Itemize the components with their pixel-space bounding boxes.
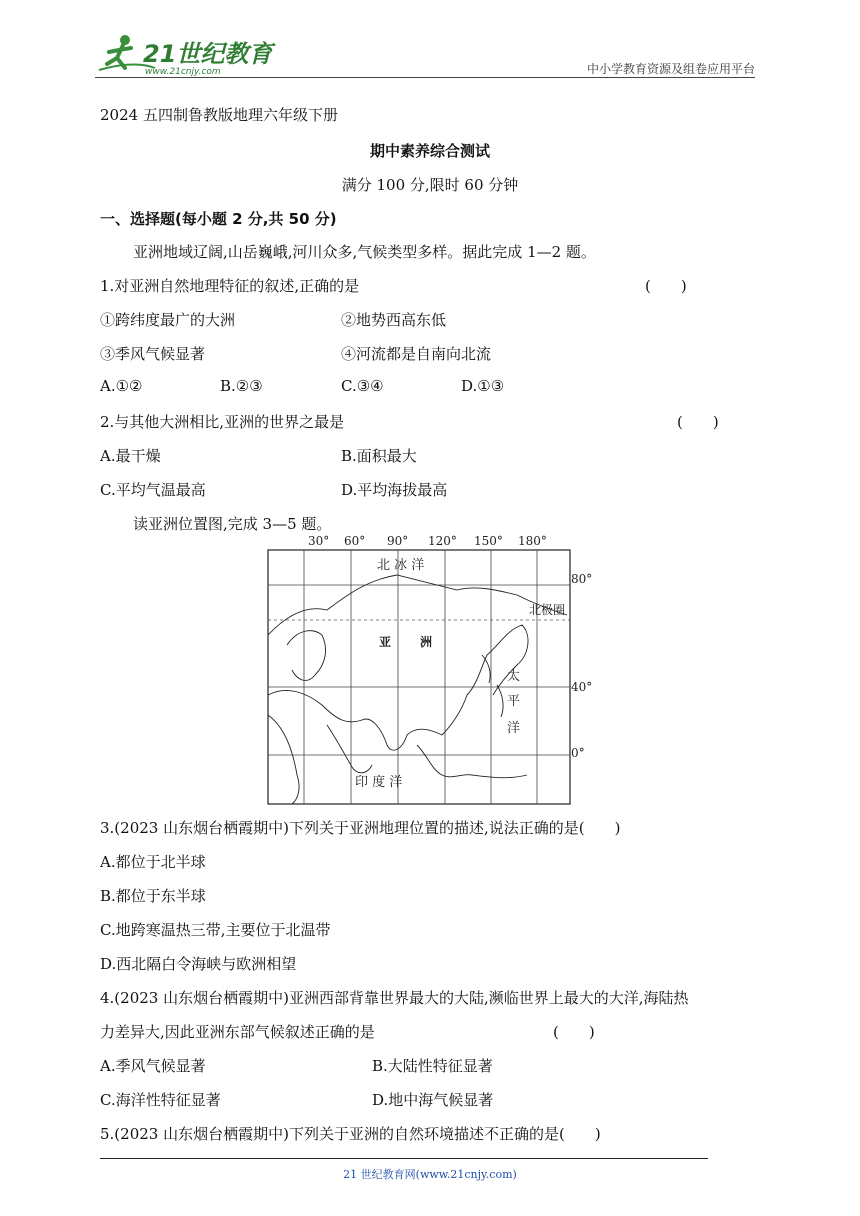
pacific-label-1: 太: [507, 669, 521, 684]
q3-option-b: B.都位于东半球: [100, 887, 206, 905]
lon-label: 120°: [428, 535, 457, 548]
q2-option-c: C.平均气温最高: [100, 481, 206, 499]
q2-answer-paren: ( ): [677, 413, 719, 431]
asia-label-1: 亚: [379, 635, 392, 649]
pacific-label-3: 洋: [507, 721, 521, 736]
doc-title: 期中素养综合测试: [369, 142, 490, 160]
indian-ocean-label: 印 度 洋: [355, 775, 403, 790]
section-heading: 一、选择题(每小题 2 分,共 50 分): [100, 210, 337, 228]
q1-option-b: B.②③: [220, 377, 263, 395]
q1-option-a: A.①②: [100, 377, 143, 395]
arctic-circle-label: 北极圈: [529, 603, 566, 617]
q1-statement-3: ③季风气候显著: [100, 345, 206, 363]
q2-option-b: B.面积最大: [341, 447, 417, 465]
q1-statement-1: ①跨纬度最广的大洲: [100, 311, 236, 329]
lon-label: 30°: [308, 535, 330, 548]
pacific-label-2: 平: [507, 694, 521, 709]
lat-label: 40°: [571, 680, 592, 694]
lat-label: 80°: [571, 572, 592, 586]
logo-text: 21世纪教育: [143, 40, 273, 68]
lon-label: 150°: [474, 535, 503, 548]
q5-stem: 5.(2023 山东烟台栖霞期中)下列关于亚洲的自然环境描述不正确的是( ): [100, 1125, 601, 1143]
q1-option-d: D.①③: [461, 377, 505, 395]
asia-label-2: 洲: [420, 635, 433, 649]
q2-option-d: D.平均海拔最高: [341, 481, 448, 499]
q2-option-a: A.最干燥: [100, 447, 161, 465]
intro-1: 亚洲地域辽阔,山岳巍峨,河川众多,气候类型多样。据此完成 1—2 题。: [133, 243, 596, 261]
lon-label: 180°: [518, 535, 547, 548]
lon-label: 60°: [344, 535, 366, 548]
q4-option-c: C.海洋性特征显著: [100, 1091, 221, 1109]
logo-url: www.21cnjy.com: [145, 67, 221, 77]
q4-answer-paren: ( ): [553, 1023, 595, 1041]
q3-option-d: D.西北隔白令海峡与欧洲相望: [100, 955, 297, 973]
q3-option-c: C.地跨寒温热三带,主要位于北温带: [100, 921, 331, 939]
footer-site-link[interactable]: 21 世纪教育网(www.21cnjy.com): [343, 1168, 517, 1181]
q4-option-d: D.地中海气候显著: [372, 1091, 494, 1109]
q1-statement-2: ②地势西高东低: [341, 311, 447, 329]
doc-subtitle: 2024 五四制鲁教版地理六年级下册: [100, 106, 338, 124]
q1-option-c: C.③④: [341, 377, 384, 395]
footer-divider: [100, 1158, 708, 1159]
q3-stem: 3.(2023 山东烟台栖霞期中)下列关于亚洲地理位置的描述,说法正确的是( ): [100, 819, 621, 837]
q1-answer-paren: ( ): [645, 277, 687, 295]
logo: [95, 30, 295, 80]
q3-option-a: A.都位于北半球: [100, 853, 206, 871]
page-header: [95, 30, 755, 80]
header-platform-text: 中小学教育资源及组卷应用平台: [586, 62, 755, 76]
q1-stem: 1.对亚洲自然地理特征的叙述,正确的是: [100, 277, 360, 295]
lon-label: 90°: [387, 535, 409, 548]
lat-label: 0°: [571, 746, 585, 760]
q2-stem: 2.与其他大洲相比,亚洲的世界之最是: [100, 413, 345, 431]
q4-stem-line2: 力差异大,因此亚洲东部气候叙述正确的是: [100, 1023, 375, 1041]
doc-meta: 满分 100 分,限时 60 分钟: [341, 176, 519, 194]
asia-location-map: [267, 535, 592, 807]
q1-statement-4: ④河流都是自南向北流: [341, 345, 492, 363]
arctic-ocean-label: 北 冰 洋: [377, 558, 425, 573]
q4-option-a: A.季风气候显著: [100, 1057, 206, 1075]
q4-stem-line1: 4.(2023 山东烟台栖霞期中)亚洲西部背靠世界最大的大陆,濒临世界上最大的大洋,海陆热: [100, 989, 689, 1007]
q4-option-b: B.大陆性特征显著: [372, 1057, 493, 1075]
header-divider: [95, 77, 755, 78]
intro-2: 读亚洲位置图,完成 3—5 题。: [133, 515, 332, 533]
